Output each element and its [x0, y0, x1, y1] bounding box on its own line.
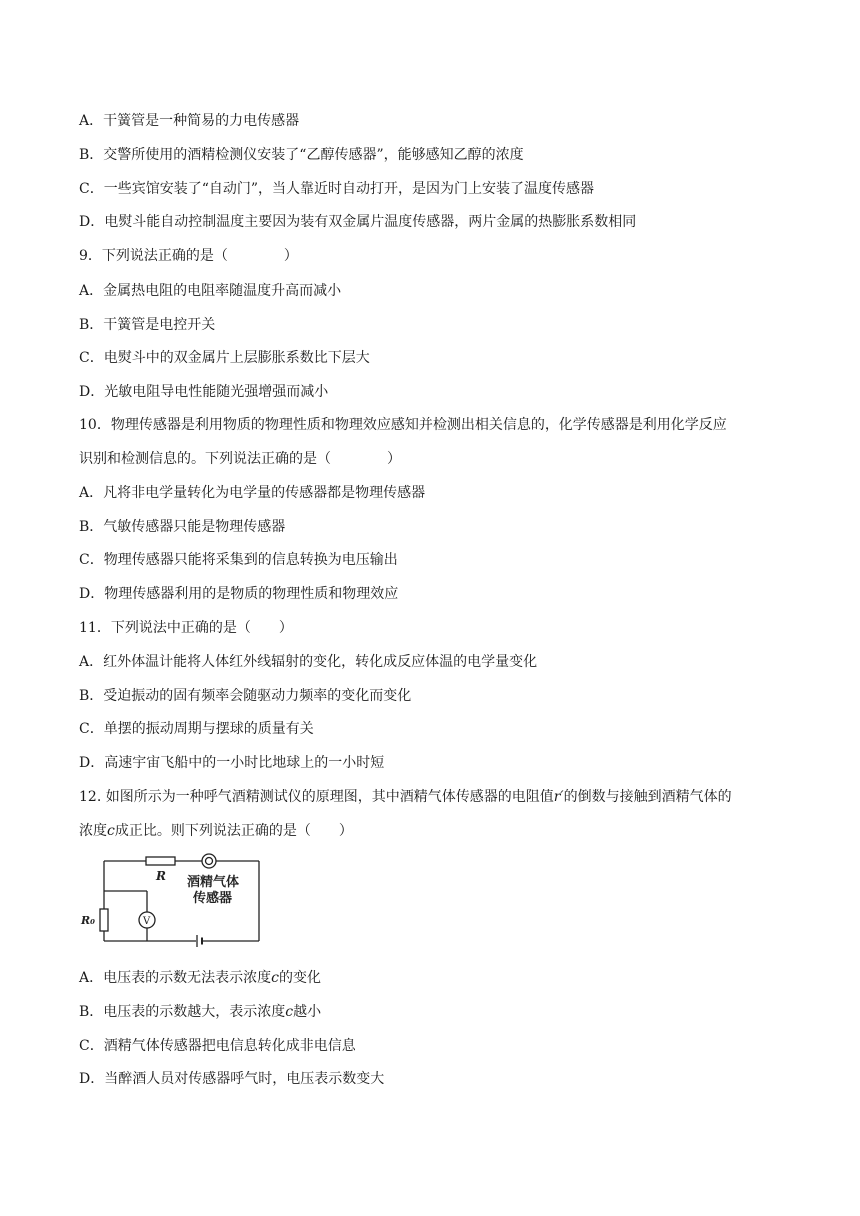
q9-option-a: A．金属热电阻的电阻率随温度升高而减小 [79, 283, 342, 299]
label-voltmeter: V [143, 916, 151, 927]
q12-option-b-pre: B．电压表的示数越大，表示浓度 [79, 1004, 286, 1020]
q12-option-c-text: C．酒精气体传感器把电信息转化成非电信息 [79, 1038, 356, 1054]
q12-option-a-var: c [271, 970, 279, 986]
q9-option-d: D．光敏电阻导电性能随光强增强而减小 [79, 384, 329, 400]
sensor-symbol-outer [202, 854, 216, 868]
q10-option-a: A．凡将非电学量转化为电学量的传感器都是物理传感器 [79, 485, 426, 501]
resistor-r0 [100, 909, 108, 931]
q12-option-a-post: 的变化 [278, 970, 321, 986]
label-r: R [156, 869, 166, 883]
q11-option-a: A．红外体温计能将人体红外线辐射的变化，转化成反应体温的电学量变化 [79, 654, 538, 670]
q12-option-a [79, 968, 321, 988]
q10-option-d: D．物理传感器利用的是物质的物理性质和物理效应 [79, 586, 399, 602]
q12-stem-part-b: 的倒数与接触到酒精气体的 [563, 789, 732, 805]
q9-option-b: B．干簧管是电控开关 [79, 317, 216, 333]
label-sensor-line2: 传感器 [193, 891, 233, 906]
q10-stem-line2: 识别和检测信息的。下列说法正确的是（ ） [79, 451, 401, 467]
circuit-diagram [79, 852, 269, 948]
q9-option-c: C．电熨斗中的双金属片上层膨胀系数比下层大 [79, 350, 370, 366]
resistor-r [146, 857, 175, 865]
q12-option-b-var: c [285, 1004, 294, 1020]
q10-option-b: B．气敏传感器只能是物理传感器 [79, 519, 286, 535]
q12-stem-part-d: 成正比。则下列说法正确的是（ ） [114, 823, 353, 839]
q10-stem-line1: 10．物理传感器是利用物质的物理性质和物理效应感知并检测出相关信息的，化学传感器是利用化学反应 [79, 417, 727, 433]
q8-option-b: B．交警所使用的酒精检测仪安装了“乙醇传感器”，能够感知乙醇的浓度 [79, 147, 524, 163]
q12-stem-part-c: 浓度 [79, 823, 107, 839]
q12-option-d-text: D．当醉酒人员对传感器呼气时，电压表示数变大 [79, 1071, 385, 1087]
q8-option-d: D．电熨斗能自动控制温度主要因为装有双金属片温度传感器，两片金属的热膨胀系数相同 [79, 214, 637, 230]
q12-stem-part-a: 12. 如图所示为一种呼气酒精测试仪的原理图，其中酒精气体传感器的电阻值 [79, 789, 554, 805]
q12-option-a-pre: A．电压表的示数无法表示浓度 [79, 970, 272, 986]
q10-option-c: C．物理传感器只能将采集到的信息转换为电压输出 [79, 552, 398, 568]
q11-option-d: D．高速宇宙飞船中的一小时比地球上的一小时短 [79, 755, 385, 771]
label-sensor-line1: 酒精气体 [187, 875, 240, 890]
q12-stem-line2 [79, 821, 353, 841]
q12-stem-line1 [79, 787, 732, 807]
q11-option-b: B．受迫振动的固有频率会随驱动力频率的变化而变化 [79, 688, 412, 704]
q12-option-c [79, 1036, 356, 1056]
q11-stem: 11．下列说法中正确的是（ ） [79, 620, 293, 636]
q12-option-b-post: 越小 [293, 1004, 322, 1020]
label-r0: R₀ [81, 914, 95, 927]
q8-option-a: A．干簧管是一种简易的力电传感器 [79, 113, 300, 129]
q8-option-c: C．一些宾馆安装了“自动门”，当人靠近时自动打开，是因为门上安装了温度传感器 [79, 181, 595, 197]
q12-stem-var-r: r′ [553, 789, 564, 805]
q12-option-d [79, 1069, 384, 1089]
q11-option-c: C．单摆的振动周期与摆球的质量有关 [79, 721, 314, 737]
q9-stem: 9．下列说法正确的是（ ） [79, 248, 298, 264]
q12-stem-var-c: c [107, 823, 115, 839]
q12-option-b [79, 1002, 321, 1022]
